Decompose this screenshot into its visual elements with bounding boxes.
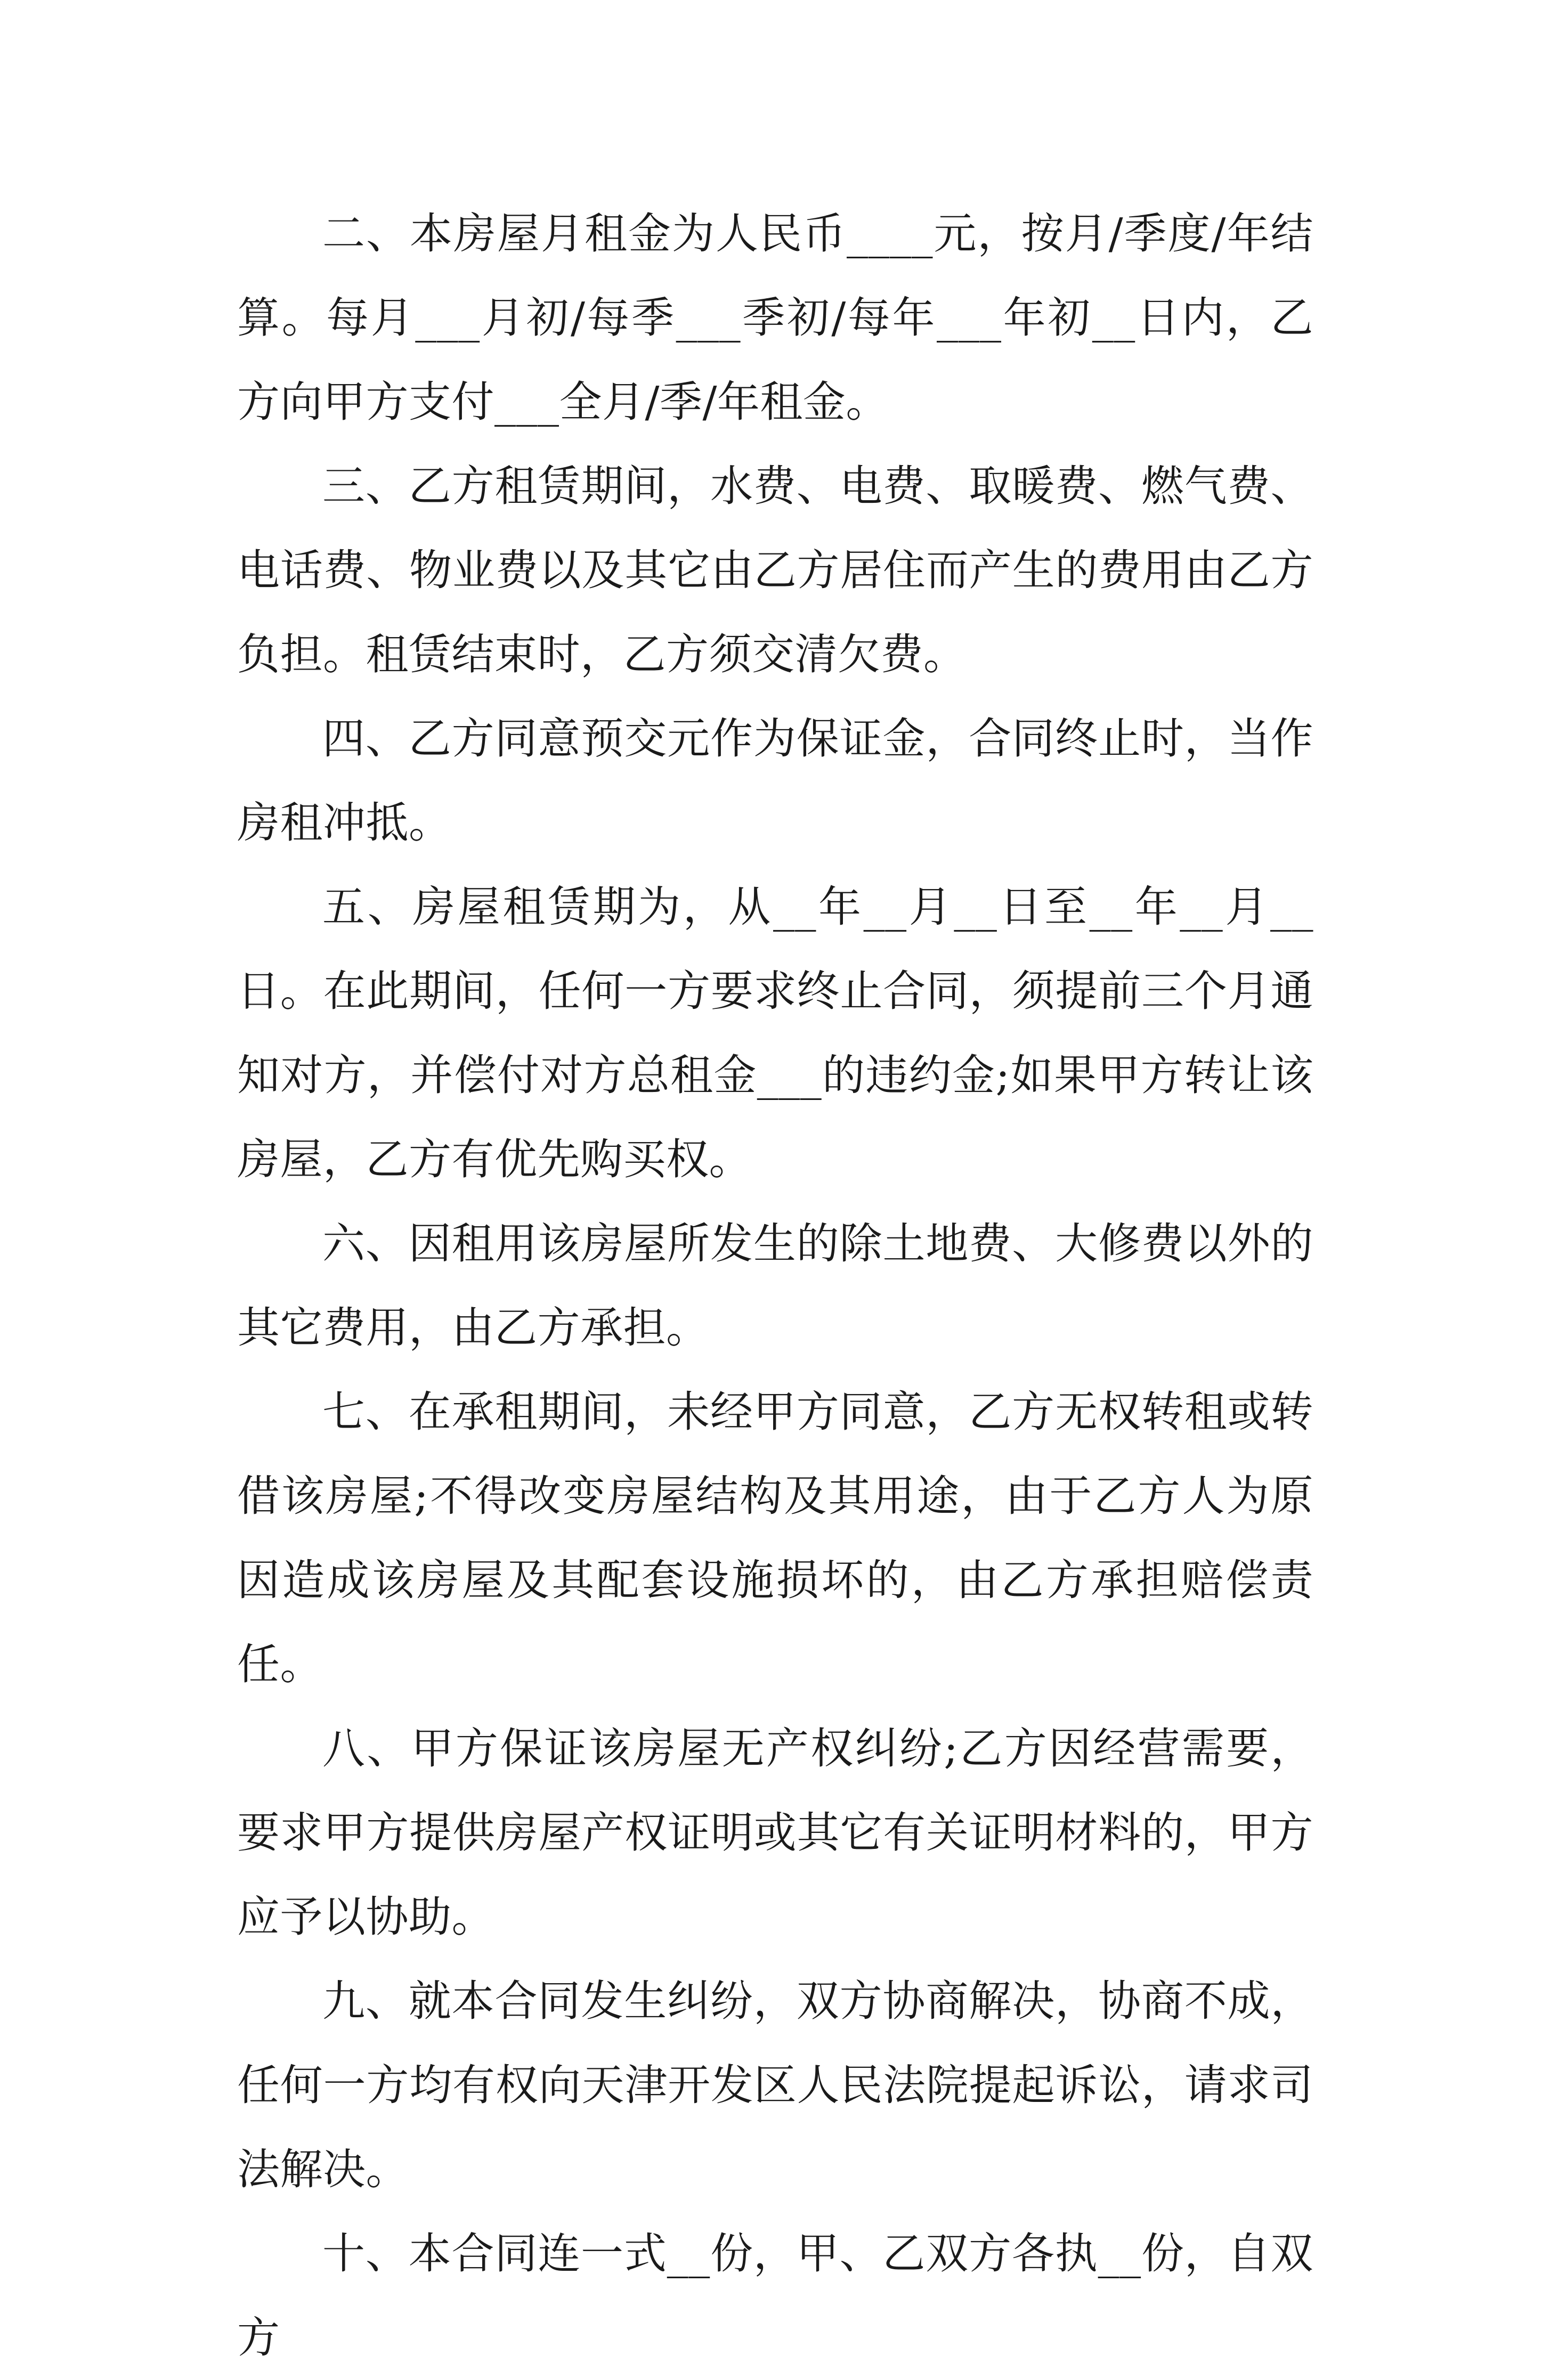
clause-2-rent: 二、本房屋月租金为人民币____元，按月/季度/年结算。每月___月初/每季___季初/每年___年初__日内，乙方向甲方支付___全月/季/年租金。 — [237, 209, 1313, 427]
clause-9-disputes: 九、就本合同发生纠纷，双方协商解决，协商不成，任何一方均有权向天津开发区人民法院提起诉讼，请求司法解决。 — [237, 1976, 1313, 2194]
clause-10-copies: 十、本合同连一式__份，甲、乙双方各执__份，自双方 — [237, 2229, 1313, 2362]
clause-8-ownership: 八、甲方保证该房屋无产权纠纷;乙方因经营需要，要求甲方提供房屋产权证明或其它有关证明材料的，甲方应予以协助。 — [237, 1724, 1313, 1942]
clause-5-lease-term: 五、房屋租赁期为，从__年__月__日至__年__月__日。在此期间，任何一方要求终止合同，须提前三个月通知对方，并偿付对方总租金___的违约金;如果甲方转让该房屋，乙方有优先购买权。 — [237, 882, 1313, 1184]
contract-body — [237, 192, 1313, 2380]
clause-4-deposit: 四、乙方同意预交元作为保证金，合同终止时，当作房租冲抵。 — [237, 714, 1313, 847]
clause-6-other-fees: 六、因租用该房屋所发生的除土地费、大修费以外的其它费用，由乙方承担。 — [237, 1219, 1313, 1352]
clause-7-sublease: 七、在承租期间，未经甲方同意，乙方无权转租或转借该房屋;不得改变房屋结构及其用途，由于乙方人为原因造成该房屋及其配套设施损坏的，由乙方承担赔偿责任。 — [237, 1387, 1313, 1689]
clause-3-utilities: 三、乙方租赁期间，水费、电费、取暖费、燃气费、电话费、物业费以及其它由乙方居住而产生的费用由乙方负担。租赁结束时，乙方须交清欠费。 — [237, 461, 1313, 679]
